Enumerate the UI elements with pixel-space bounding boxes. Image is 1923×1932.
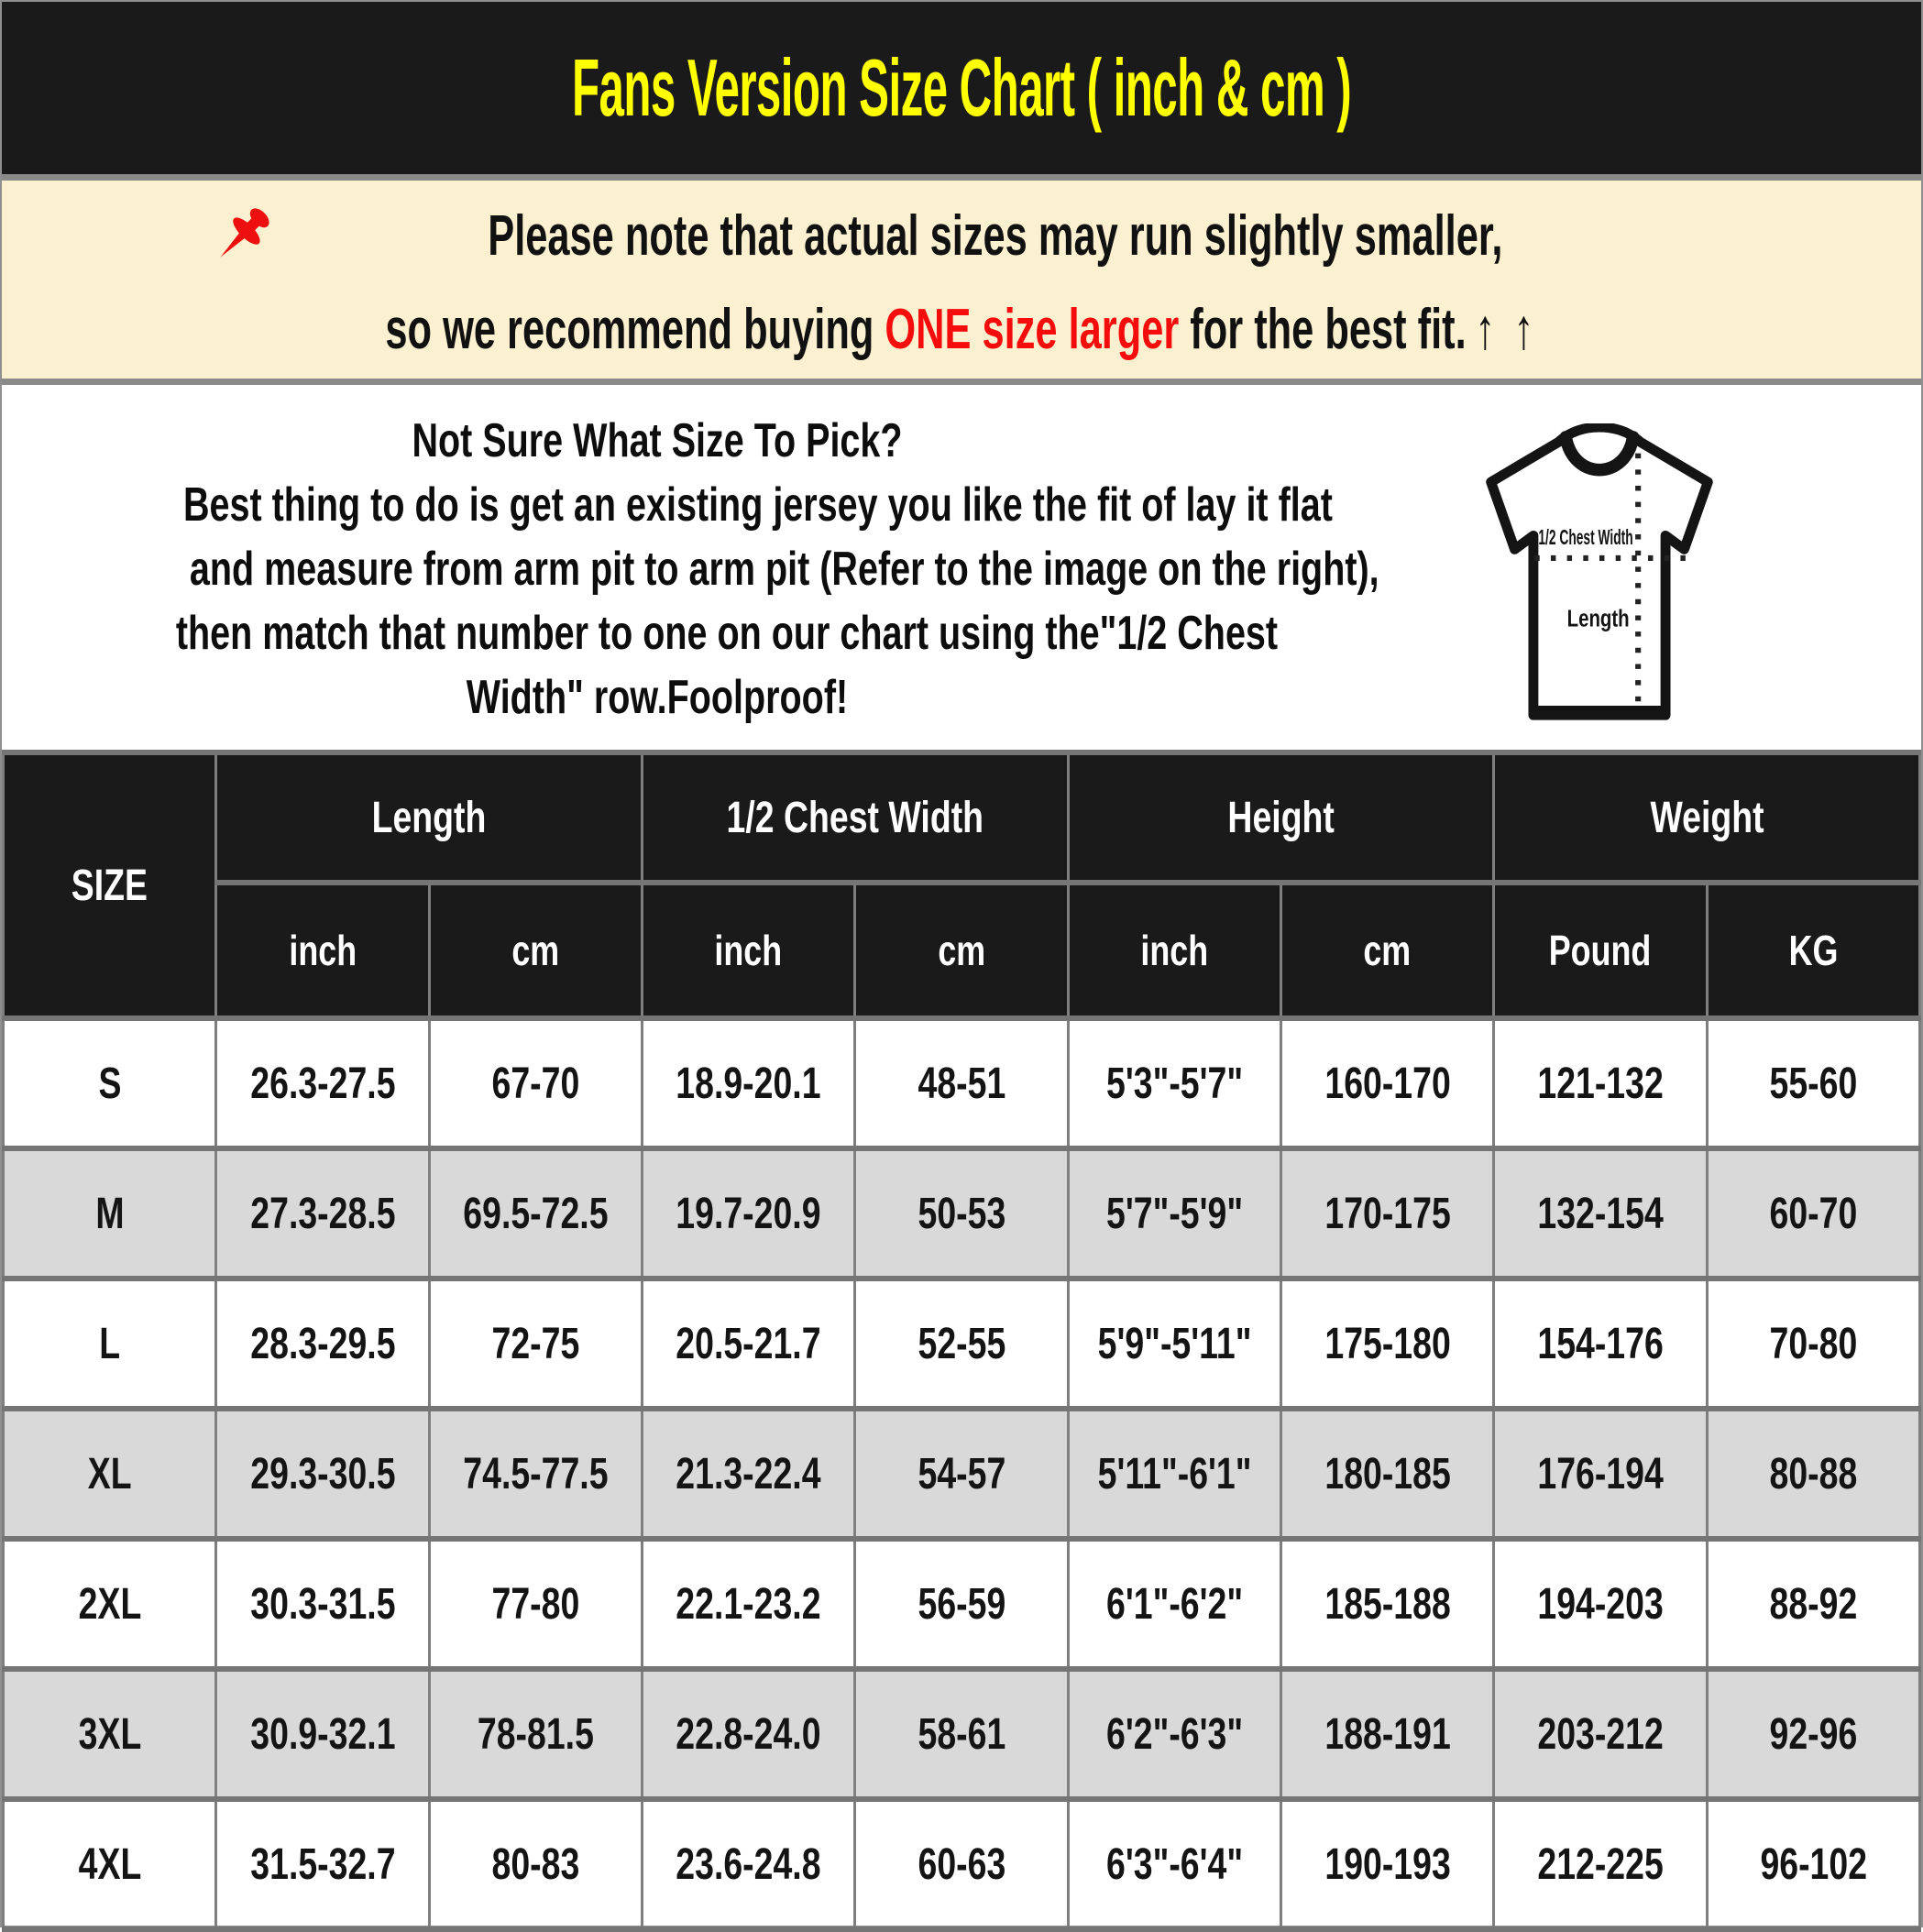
value-cell: 48-51 [855,1018,1068,1148]
header-chest-cm: cm [855,883,1068,1018]
value-cell: 170-175 [1280,1148,1493,1279]
value-cell: 55-60 [1707,1018,1919,1148]
value-cell: 160-170 [1280,1018,1493,1148]
value-cell: 5'3"-5'7" [1068,1018,1280,1148]
value-cell: 185-188 [1280,1539,1493,1669]
header-height-inch: inch [1068,883,1280,1018]
value-cell: 175-180 [1280,1279,1493,1409]
value-cell: 77-80 [429,1539,642,1669]
header-length-inch: inch [216,883,429,1018]
value-cell: 5'11"-6'1" [1068,1409,1280,1539]
howto-line-text: and measure from arm pit to arm pit (Refer to the image on the right), [189,543,1379,596]
value-cell: 194-203 [1494,1539,1707,1669]
howto-line-text: then match that number to one on our chart using the"1/2 Chest [175,607,1279,660]
page-title: Fans Version Size Chart ( inch & cm ) [571,42,1352,133]
header-chest-width: 1/2 Chest Width [643,752,1069,883]
table-row-xl [4,1409,1920,1539]
value-cell: 28.3-29.5 [216,1279,429,1409]
length-label: Length [1566,606,1630,632]
value-cell: 180-185 [1280,1409,1493,1539]
howto-line [2,665,1313,730]
value-cell: 69.5-72.5 [429,1148,642,1279]
value-cell: 67-70 [429,1018,642,1148]
header-height-cm: cm [1280,883,1493,1018]
howto-section [2,385,1921,750]
value-cell: 80-88 [1707,1409,1919,1539]
chest-width-label: 1/2 Chest Width [1538,524,1633,549]
header-weight: Weight [1494,752,1920,883]
value-cell: 72-75 [429,1279,642,1409]
size-cell: S [4,1018,216,1148]
value-cell: 5'9"-5'11" [1068,1279,1280,1409]
howto-text [2,385,1379,730]
value-cell: 92-96 [1707,1669,1919,1799]
notice-highlight: ONE size larger [885,297,1180,361]
notice-banner [2,181,1921,379]
value-cell: 29.3-30.5 [216,1409,429,1539]
table-row-s [4,1018,1920,1148]
notice-text-2-prefix: so we recommend buying [385,297,885,361]
value-cell: 78-81.5 [429,1669,642,1799]
value-cell: 22.1-23.2 [643,1539,855,1669]
howto-line [2,473,1333,537]
value-cell: 6'3"-6'4" [1068,1799,1280,1929]
value-cell: 88-92 [1707,1539,1919,1669]
value-cell: 188-191 [1280,1669,1493,1799]
value-cell: 54-57 [855,1409,1068,1539]
title-banner [2,2,1921,174]
value-cell: 27.3-28.5 [216,1148,429,1279]
header-length: Length [216,752,643,883]
table-row-2xl [4,1539,1920,1669]
notice-text-2-suffix: for the best fit. [1179,297,1467,361]
notice-text-2 [385,299,1537,361]
notice-line-1 [203,198,1720,275]
value-cell: 121-132 [1494,1018,1707,1148]
header-height: Height [1068,752,1494,883]
tshirt-diagram [1448,423,1751,735]
table-row-l [4,1279,1920,1409]
value-cell: 30.3-31.5 [216,1539,429,1669]
howto-line-text: Best thing to do is get an existing jersey you like the fit of lay it flat [182,478,1333,532]
tshirt-icon [1448,423,1751,735]
value-cell: 20.5-21.7 [643,1279,855,1409]
value-cell: 190-193 [1280,1799,1493,1929]
value-cell: 21.3-22.4 [643,1409,855,1539]
value-cell: 154-176 [1494,1279,1707,1409]
table-row-m [4,1148,1920,1279]
value-cell: 70-80 [1707,1279,1919,1409]
value-cell: 22.8-24.0 [643,1669,855,1799]
size-cell: L [4,1279,216,1409]
value-cell: 60-63 [855,1799,1068,1929]
value-cell: 203-212 [1494,1669,1707,1799]
section-divider [2,174,1921,181]
table-header-group-row [4,752,1920,883]
section-divider [2,379,1921,385]
notice-line-2 [138,299,1785,361]
value-cell: 6'2"-6'3" [1068,1669,1280,1799]
value-cell: 132-154 [1494,1148,1707,1279]
value-cell: 5'7"-5'9" [1068,1148,1280,1279]
value-cell: 50-53 [855,1148,1068,1279]
value-cell: 74.5-77.5 [429,1409,642,1539]
header-chest-inch: inch [643,883,855,1018]
table-header-sub-row [4,883,1920,1018]
value-cell: 212-225 [1494,1799,1707,1929]
up-arrows-icon: ↑ ↑ [1475,297,1538,361]
value-cell: 26.3-27.5 [216,1018,429,1148]
table-row-4xl [4,1799,1920,1929]
size-cell: 3XL [4,1669,216,1799]
value-cell: 18.9-20.1 [643,1018,855,1148]
size-cell: M [4,1148,216,1279]
value-cell: 6'1"-6'2" [1068,1539,1280,1669]
header-size: SIZE [4,752,216,1018]
value-cell: 19.7-20.9 [643,1148,855,1279]
value-cell: 58-61 [855,1669,1068,1799]
howto-heading: Not Sure What Size To Pick? [412,414,903,467]
size-chart-table [2,750,1921,1932]
value-cell: 30.9-32.1 [216,1669,429,1799]
size-cell: 2XL [4,1539,216,1669]
notice-text-1: Please note that actual sizes may run slightly smaller, [488,203,1503,268]
value-cell: 52-55 [855,1279,1068,1409]
value-cell: 56-59 [855,1539,1068,1669]
value-cell: 23.6-24.8 [643,1799,855,1929]
value-cell: 96-102 [1707,1799,1919,1929]
pushpin-icon [203,198,280,275]
header-weight-kg: KG [1707,883,1919,1018]
size-cell: 4XL [4,1799,216,1929]
value-cell: 60-70 [1707,1148,1919,1279]
howto-heading-line [2,409,1313,473]
value-cell: 31.5-32.7 [216,1799,429,1929]
table-row-3xl [4,1669,1920,1799]
howto-line [2,601,1313,665]
header-length-cm: cm [429,883,642,1018]
header-weight-pound: Pound [1494,883,1707,1018]
size-cell: XL [4,1409,216,1539]
howto-line-text: Width" row.Foolproof! [466,671,849,724]
value-cell: 80-83 [429,1799,642,1929]
howto-line [2,537,1379,601]
value-cell: 176-194 [1494,1409,1707,1539]
